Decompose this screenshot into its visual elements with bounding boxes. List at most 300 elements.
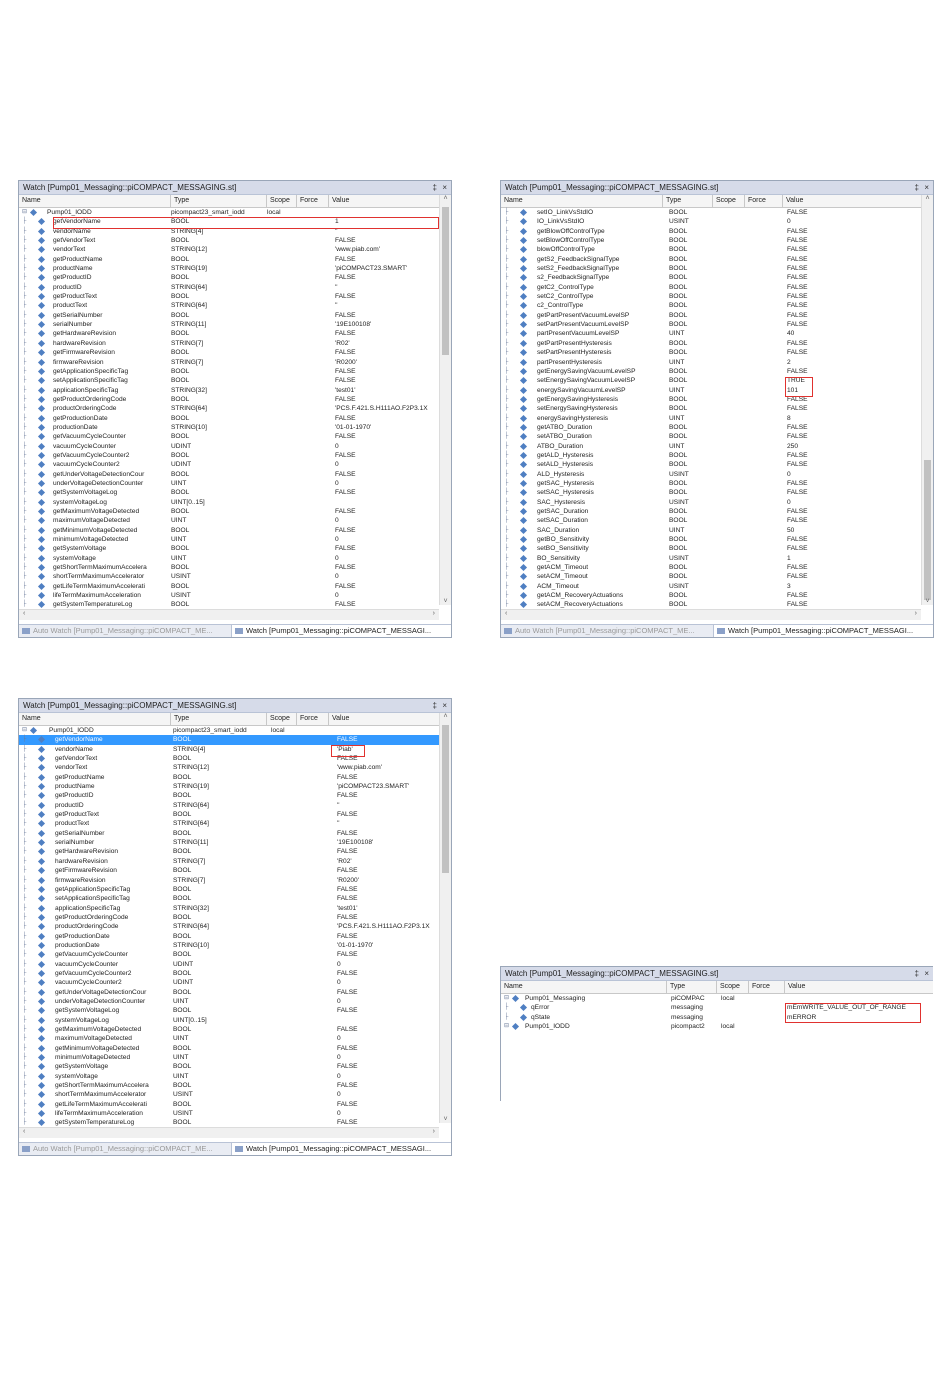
variable-value[interactable]: '19E100108' [337,839,374,847]
watch-row[interactable] [19,801,439,810]
watch-row[interactable] [501,994,933,1003]
variable-value[interactable]: '' [335,227,338,235]
variable-value[interactable]: FALSE [335,349,356,357]
variable-value[interactable]: FALSE [787,451,808,459]
vertical-scrollbar[interactable] [439,713,451,1123]
variable-value[interactable]: FALSE [335,414,356,422]
variable-value[interactable]: FALSE [787,321,808,329]
watch-row[interactable] [501,358,921,367]
column-name[interactable]: Name [19,195,171,207]
watch-row[interactable] [19,460,439,469]
watch-row[interactable] [19,1081,439,1090]
variable-value[interactable]: FALSE [787,536,808,544]
variable-value[interactable]: FALSE [787,479,808,487]
pin-icon[interactable]: ‡ [914,969,919,978]
variable-value[interactable]: 0 [337,1091,341,1099]
column-scope[interactable]: Scope [713,195,745,207]
variable-value[interactable]: 'R02' [335,339,350,347]
scroll-down-icon[interactable]: ˅ [443,598,448,605]
watch-row[interactable] [19,498,439,507]
expand-toggle-icon[interactable]: ⊟ [504,1023,510,1030]
watch-row[interactable] [19,1044,439,1053]
column-scope[interactable]: Scope [717,981,749,993]
watch-row[interactable] [19,301,439,310]
watch-row[interactable] [501,255,921,264]
watch-row[interactable] [19,395,439,404]
watch-row[interactable] [19,488,439,497]
variable-value[interactable]: 40 [787,330,795,338]
variable-value[interactable]: FALSE [337,1100,358,1108]
variable-value[interactable]: FALSE [337,932,358,940]
variable-value[interactable]: FALSE [787,246,808,254]
watch-row[interactable] [19,960,439,969]
variable-value[interactable]: FALSE [335,564,356,572]
tab-watch[interactable] [231,625,451,637]
variable-value[interactable]: 'R02' [337,857,352,865]
scroll-left-icon[interactable]: ‹ [505,610,508,617]
variable-value[interactable]: 0 [337,1072,341,1080]
watch-row[interactable] [19,386,439,395]
variable-value[interactable]: 8 [787,414,791,422]
watch-row[interactable] [501,301,921,310]
watch-row[interactable] [19,838,439,847]
watch-row[interactable] [501,329,921,338]
variable-value[interactable]: FALSE [335,311,356,319]
watch-row[interactable] [501,470,921,479]
watch-row[interactable] [501,236,921,245]
watch-row[interactable] [19,1053,439,1062]
column-force[interactable]: Force [745,195,783,207]
watch-row[interactable] [501,292,921,301]
variable-value[interactable]: FALSE [335,508,356,515]
column-value[interactable]: Value [332,715,350,722]
variable-value[interactable]: FALSE [787,433,808,441]
variable-value[interactable]: FALSE [335,470,356,478]
tab-watch[interactable] [713,625,933,637]
variable-value[interactable]: 101 [787,386,799,394]
watch-row[interactable] [19,404,439,413]
scroll-up-icon[interactable]: ˄ [443,195,448,202]
watch-row[interactable] [501,376,921,385]
variable-value[interactable]: FALSE [335,451,356,459]
variable-value[interactable]: 'R0200' [337,876,359,884]
variable-value[interactable]: 0 [787,218,791,226]
watch-row[interactable] [501,414,921,423]
variable-value[interactable]: FALSE [787,283,808,291]
watch-row[interactable] [501,208,921,217]
horizontal-scrollbar[interactable] [19,609,439,620]
variable-value[interactable]: FALSE [335,367,356,375]
watch-row[interactable] [501,311,921,320]
variable-value[interactable]: 'piCOMPACT23.SMART' [335,265,408,273]
watch-row[interactable] [501,1022,933,1031]
expand-toggle-icon[interactable]: ⊟ [22,727,28,733]
variable-value[interactable]: FALSE [337,811,358,819]
variable-value[interactable]: 0 [335,536,339,544]
variable-value[interactable]: 0 [335,479,339,487]
watch-row[interactable] [19,329,439,338]
watch-row[interactable] [501,320,921,329]
variable-value[interactable]: FALSE [787,265,808,273]
scroll-down-icon[interactable]: ˅ [443,1116,448,1123]
watch-row[interactable] [19,978,439,987]
variable-value[interactable]: 0 [337,1054,341,1062]
watch-row[interactable] [19,1016,439,1025]
watch-row[interactable] [501,544,921,553]
variable-value[interactable]: FALSE [787,395,808,403]
variable-value[interactable]: FALSE [335,330,356,338]
variable-value[interactable]: 'test01' [337,904,358,912]
variable-value[interactable]: FALSE [787,564,808,572]
vertical-scrollbar[interactable] [921,195,933,605]
variable-value[interactable]: FALSE [337,1026,358,1033]
variable-value[interactable]: FALSE [337,1007,358,1015]
watch-row[interactable] [501,283,921,292]
close-icon[interactable]: × [442,701,447,710]
variable-value[interactable]: FALSE [335,489,356,497]
scroll-thumb[interactable] [442,207,449,355]
column-name[interactable]: Name [501,195,663,207]
variable-value[interactable]: FALSE [335,395,356,403]
variable-value[interactable]: FALSE [787,311,808,319]
variable-value[interactable]: 0 [337,1035,341,1043]
variable-value[interactable]: 2 [787,358,791,366]
variable-value[interactable]: FALSE [787,255,808,263]
watch-row[interactable] [501,582,921,591]
watch-row[interactable] [19,376,439,385]
horizontal-scrollbar[interactable] [501,609,921,620]
variable-value[interactable]: FALSE [335,545,356,553]
variable-value[interactable]: '19E100108' [335,321,372,329]
variable-value[interactable]: FALSE [335,601,356,609]
watch-row[interactable] [19,1006,439,1015]
variable-value[interactable]: 0 [335,554,339,562]
close-icon[interactable]: × [924,183,929,192]
watch-row[interactable] [19,535,439,544]
variable-value[interactable]: FALSE [787,573,808,581]
scroll-right-icon[interactable]: › [432,1128,435,1135]
watch-row[interactable] [501,498,921,507]
watch-row[interactable] [19,348,439,357]
variable-value[interactable]: 'Piab' [337,745,353,753]
watch-row[interactable] [19,857,439,866]
watch-row[interactable] [19,367,439,376]
watch-row[interactable] [19,423,439,432]
variable-value[interactable]: FALSE [335,237,356,245]
variable-value[interactable]: 0 [335,573,339,581]
variable-value[interactable]: FALSE [337,1082,358,1090]
watch-row[interactable] [19,572,439,581]
watch-row[interactable] [19,763,439,772]
column-type[interactable]: Type [663,195,713,207]
watch-row[interactable] [19,507,439,516]
watch-row[interactable] [19,1090,439,1099]
watch-row[interactable] [19,754,439,763]
watch-row[interactable] [19,829,439,838]
variable-value[interactable]: FALSE [335,377,356,385]
variable-value[interactable]: 'PCS.F.421.S.H111AO.F2P3.1X [335,405,428,413]
watch-row[interactable] [501,479,921,488]
variable-value[interactable]: FALSE [787,601,808,609]
variable-value[interactable]: FALSE [337,913,358,921]
variable-value[interactable]: 0 [335,442,339,450]
variable-value[interactable]: FALSE [335,274,356,282]
watch-row[interactable] [501,507,921,516]
close-icon[interactable]: × [442,183,447,192]
variable-value[interactable]: 'test01' [335,386,356,394]
watch-row[interactable] [19,735,439,744]
variable-value[interactable]: FALSE [335,255,356,263]
variable-value[interactable]: FALSE [337,773,358,781]
column-force[interactable]: Force [749,981,785,993]
tab-auto-watch[interactable] [501,625,720,637]
scroll-up-icon[interactable]: ˄ [925,195,930,202]
variable-value[interactable]: 'www.piab.com' [337,764,383,772]
horizontal-scrollbar[interactable] [19,1127,439,1138]
variable-value[interactable]: 0 [335,461,339,469]
watch-row[interactable] [501,442,921,451]
watch-row[interactable] [501,460,921,469]
variable-value[interactable]: FALSE [787,349,808,357]
watch-row[interactable] [19,782,439,791]
watch-row[interactable] [501,217,921,226]
watch-row[interactable] [19,913,439,922]
variable-value[interactable]: FALSE [787,367,808,375]
watch-row[interactable] [19,292,439,301]
tab-watch[interactable] [231,1143,451,1155]
watch-row[interactable] [19,283,439,292]
variable-value[interactable]: 50 [787,526,795,534]
variable-value[interactable]: FALSE [787,293,808,301]
variable-value[interactable]: 0 [337,979,341,987]
column-value[interactable]: Value [788,983,806,990]
watch-row[interactable] [19,773,439,782]
watch-row[interactable] [19,339,439,348]
scroll-thumb[interactable] [924,460,931,600]
watch-row[interactable] [501,423,921,432]
watch-row[interactable] [19,470,439,479]
variable-value[interactable]: 'piCOMPACT23.SMART' [337,783,410,791]
variable-value[interactable]: 'PCS.F.421.S.H111AO.F2P3.1X [337,923,430,931]
watch-row[interactable] [19,526,439,535]
variable-value[interactable]: FALSE [787,274,808,282]
scroll-right-icon[interactable]: › [432,610,435,617]
watch-row[interactable] [19,791,439,800]
variable-value[interactable]: FALSE [337,969,358,977]
watch-row[interactable] [501,386,921,395]
column-type[interactable]: Type [171,195,267,207]
variable-value[interactable]: FALSE [787,209,808,216]
watch-row[interactable] [501,591,921,600]
watch-row[interactable] [19,442,439,451]
variable-value[interactable]: FALSE [337,885,358,893]
column-force[interactable]: Force [297,713,329,725]
watch-row[interactable] [19,264,439,273]
watch-row[interactable] [19,1025,439,1034]
variable-value[interactable]: FALSE [337,736,358,744]
variable-value[interactable]: FALSE [335,433,356,441]
column-scope[interactable]: Scope [267,195,297,207]
variable-value[interactable]: 250 [787,442,799,450]
watch-row[interactable] [19,941,439,950]
watch-row[interactable] [19,745,439,754]
watch-row[interactable] [501,488,921,497]
variable-value[interactable]: FALSE [787,461,808,469]
watch-row[interactable] [19,245,439,254]
variable-value[interactable]: FALSE [787,545,808,553]
watch-row[interactable] [19,1109,439,1118]
watch-row[interactable] [501,451,921,460]
variable-value[interactable]: FALSE [787,237,808,245]
variable-value[interactable]: 0 [787,498,791,506]
watch-row[interactable] [19,988,439,997]
variable-value[interactable]: FALSE [787,423,808,431]
watch-row[interactable] [19,451,439,460]
watch-row[interactable] [19,1062,439,1071]
watch-row[interactable] [19,819,439,828]
variable-value[interactable]: FALSE [787,489,808,497]
variable-value[interactable]: mERROR [787,1013,817,1021]
watch-row[interactable] [501,516,921,525]
variable-value[interactable]: '' [337,820,340,828]
watch-row[interactable] [19,554,439,563]
variable-value[interactable]: 0 [335,517,339,525]
watch-row[interactable] [19,969,439,978]
variable-value[interactable]: FALSE [337,895,358,903]
variable-value[interactable]: FALSE [787,508,808,515]
column-value[interactable]: Value [332,197,350,204]
watch-row[interactable] [19,591,439,600]
variable-value[interactable]: '01-01-1970' [337,941,374,949]
variable-value[interactable]: FALSE [337,867,358,875]
tab-auto-watch[interactable] [19,625,238,637]
scroll-left-icon[interactable]: ‹ [23,1128,26,1135]
variable-value[interactable]: '01-01-1970' [335,423,372,431]
variable-value[interactable]: 0 [337,1110,341,1118]
pin-icon[interactable]: ‡ [432,183,437,192]
watch-row[interactable] [19,904,439,913]
variable-value[interactable]: FALSE [787,227,808,235]
watch-row[interactable] [19,273,439,282]
expand-toggle-icon[interactable]: ⊟ [504,995,510,1001]
variable-value[interactable]: 'R0200' [335,358,357,366]
watch-row[interactable] [19,1100,439,1109]
watch-row[interactable] [19,876,439,885]
expand-toggle-icon[interactable]: ⊟ [22,209,28,215]
watch-row[interactable] [501,264,921,273]
watch-row[interactable] [501,348,921,357]
variable-value[interactable]: mEmWRITE_VALUE_OUT_OF_RANGE [787,1004,906,1012]
pin-icon[interactable]: ‡ [432,701,437,710]
watch-row[interactable] [501,563,921,572]
watch-row[interactable] [19,726,439,735]
variable-value[interactable]: FALSE [787,302,808,310]
scroll-up-icon[interactable]: ˄ [443,713,448,720]
column-name[interactable]: Name [19,713,171,725]
vertical-scrollbar[interactable] [439,195,451,605]
variable-value[interactable]: FALSE [337,1063,358,1071]
watch-row[interactable] [19,810,439,819]
variable-value[interactable]: FALSE [335,293,356,301]
variable-value[interactable]: FALSE [337,792,358,800]
watch-row[interactable] [19,866,439,875]
variable-value[interactable]: FALSE [787,517,808,525]
watch-row[interactable] [19,432,439,441]
watch-row[interactable] [501,227,921,236]
variable-value[interactable]: FALSE [787,405,808,413]
watch-row[interactable] [501,395,921,404]
variable-value[interactable]: TRUE [787,377,805,385]
column-force[interactable]: Force [297,195,329,207]
watch-row[interactable] [19,208,439,217]
variable-value[interactable]: 1 [787,554,791,562]
watch-row[interactable] [19,997,439,1006]
column-type[interactable]: Type [171,713,267,725]
column-value[interactable]: Value [786,197,804,204]
watch-row[interactable] [19,516,439,525]
variable-value[interactable]: FALSE [337,1119,358,1127]
watch-row[interactable] [501,339,921,348]
watch-row[interactable] [19,1034,439,1043]
watch-row[interactable] [501,404,921,413]
variable-value[interactable]: FALSE [337,1044,358,1052]
tab-auto-watch[interactable] [19,1143,238,1155]
pin-icon[interactable]: ‡ [914,183,919,192]
watch-row[interactable] [19,320,439,329]
watch-row[interactable] [19,885,439,894]
variable-value[interactable]: '' [337,801,340,809]
watch-row[interactable] [19,544,439,553]
variable-value[interactable]: FALSE [335,526,356,534]
variable-value[interactable]: FALSE [787,339,808,347]
variable-value[interactable]: FALSE [787,592,808,600]
watch-row[interactable] [19,358,439,367]
watch-row[interactable] [501,273,921,282]
watch-row[interactable] [501,245,921,254]
watch-row[interactable] [501,367,921,376]
watch-row[interactable] [19,414,439,423]
variable-value[interactable]: FALSE [337,848,358,856]
variable-value[interactable]: 1 [335,218,339,226]
watch-row[interactable] [501,535,921,544]
variable-value[interactable]: 0 [337,997,341,1005]
column-name[interactable]: Name [501,981,667,993]
variable-value[interactable]: FALSE [335,582,356,590]
watch-row[interactable] [501,554,921,563]
variable-value[interactable]: 0 [337,960,341,968]
variable-value[interactable]: FALSE [337,951,358,959]
variable-value[interactable]: '' [335,283,338,291]
watch-row[interactable] [19,894,439,903]
scroll-thumb[interactable] [442,725,449,873]
variable-value[interactable]: 0 [335,592,339,600]
watch-row[interactable] [19,255,439,264]
column-scope[interactable]: Scope [267,713,297,725]
variable-value[interactable]: FALSE [337,755,358,763]
watch-row[interactable] [19,932,439,941]
variable-value[interactable]: '' [335,302,338,310]
watch-row[interactable] [19,563,439,572]
watch-row[interactable] [501,432,921,441]
variable-value[interactable]: 0 [787,470,791,478]
watch-row[interactable] [501,572,921,581]
watch-row[interactable] [19,950,439,959]
watch-row[interactable] [19,311,439,320]
scroll-right-icon[interactable]: › [914,610,917,617]
watch-row[interactable] [501,526,921,535]
watch-row[interactable] [19,479,439,488]
watch-row[interactable] [19,236,439,245]
